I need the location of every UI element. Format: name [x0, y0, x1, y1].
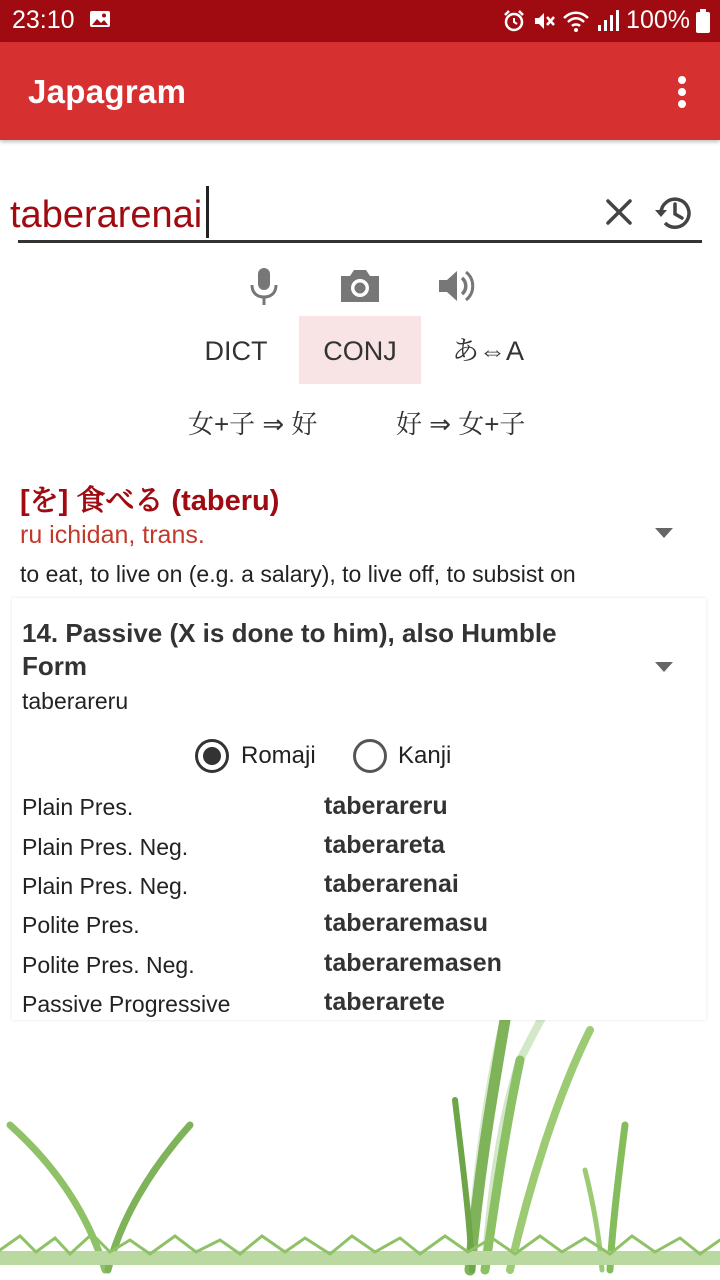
entry-heading: [を] 食べる (taberu): [20, 485, 280, 517]
conjugation-row-value: taberarete: [324, 988, 445, 1016]
status-bar: [0, 0, 720, 42]
radio-romaji-label[interactable]: Romaji: [241, 742, 316, 769]
conjugation-row-label: Passive Progressive: [22, 991, 231, 1017]
conjugation-row-label: Polite Pres.: [22, 912, 140, 938]
tab-dict[interactable]: DICT: [204, 336, 268, 366]
signal-icon: [596, 9, 620, 33]
radio-kanji[interactable]: [352, 738, 388, 774]
radio-kanji-label[interactable]: Kanji: [398, 742, 452, 769]
conjugation-row-value: taberareru: [324, 792, 448, 820]
history-icon[interactable]: [652, 193, 694, 233]
entry-verb-type: ru ichidan, trans.: [20, 521, 205, 549]
conjugation-base-form: taberareru: [22, 688, 129, 714]
kanji-compose-button[interactable]: 女+子 ⇒ 好: [188, 409, 318, 439]
conjugation-row-label: Plain Pres. Neg.: [22, 873, 189, 899]
search-input[interactable]: [10, 188, 530, 242]
microphone-icon[interactable]: [245, 266, 283, 306]
entry-dropdown-icon[interactable]: [655, 528, 673, 538]
wifi-icon: [562, 9, 590, 33]
gallery-notification-icon: [89, 10, 111, 28]
text-cursor: [206, 186, 209, 238]
app-title: Japagram: [28, 73, 187, 110]
mute-icon: [532, 9, 556, 33]
tab-kana-romaji-converter[interactable]: あ⇔A: [451, 336, 524, 366]
speaker-icon[interactable]: [435, 266, 477, 306]
radio-romaji[interactable]: [194, 738, 230, 774]
conjugation-title: 14. Passive (X is done to him), also Humble Form: [22, 618, 557, 681]
camera-icon[interactable]: [338, 266, 382, 306]
conjugation-row-value: taberaremasen: [324, 949, 502, 977]
conjugation-row-label: Plain Pres. Neg.: [22, 834, 189, 860]
tab-conj[interactable]: CONJ: [299, 316, 421, 384]
alarm-icon: [502, 9, 526, 33]
conjugation-row-value: taberarenai: [324, 870, 459, 898]
search-underline: [18, 240, 702, 243]
battery-icon: [696, 9, 710, 33]
clear-icon[interactable]: [600, 193, 638, 231]
status-time: 23:10: [12, 6, 75, 34]
entry-meaning: to eat, to live on (e.g. a salary), to live off, to subsist on: [20, 561, 576, 587]
conjugation-row-value: taberareta: [324, 831, 445, 859]
more-options-icon[interactable]: [665, 74, 699, 110]
app-bar: [0, 42, 720, 140]
conjugation-row-label: Polite Pres. Neg.: [22, 952, 195, 978]
battery-percentage: 100%: [626, 6, 690, 34]
conjugation-row-value: taberaremasu: [324, 909, 488, 937]
kanji-decompose-button[interactable]: 好 ⇒ 女+子: [396, 409, 526, 439]
conjugation-dropdown-icon[interactable]: [655, 662, 673, 672]
conjugation-row-label: Plain Pres.: [22, 794, 134, 820]
